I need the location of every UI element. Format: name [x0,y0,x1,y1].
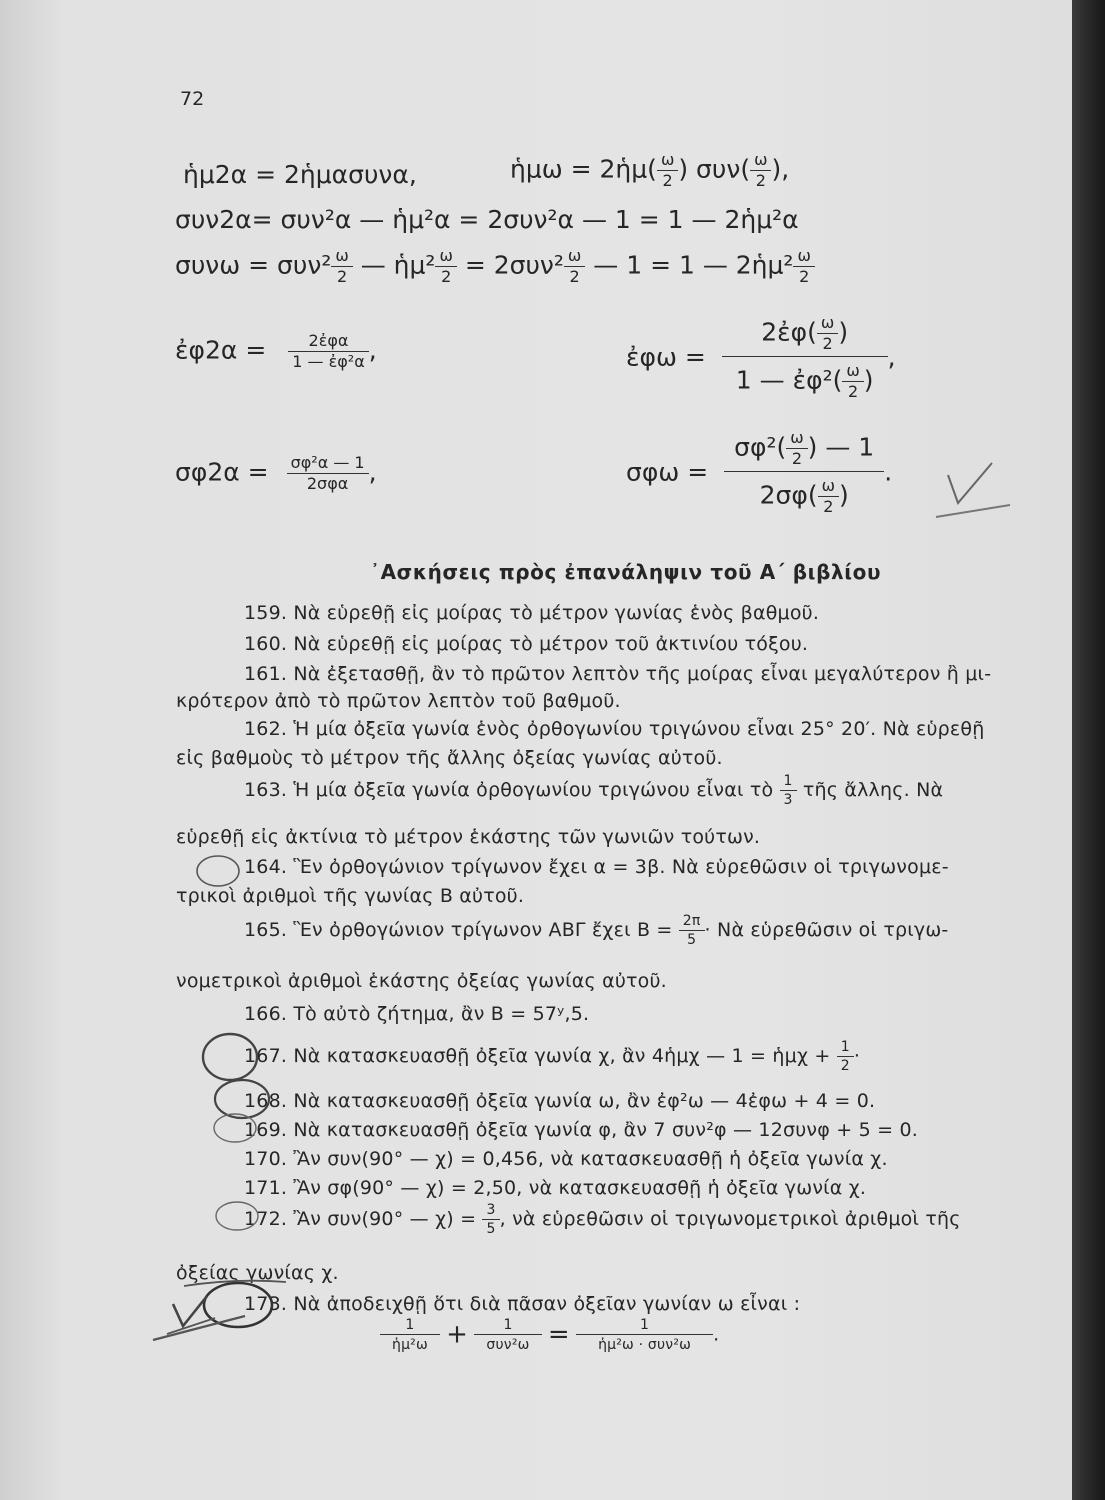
fraction [288,333,369,370]
exercise-173: 173. Νὰ ἀποδειχθῇ ὅτι διὰ πᾶσαν ὀξεῖαν γωνίαν ω εἶναι : [244,1293,801,1315]
page-edge-shadow [1072,0,1105,1500]
pencil-checkmark-icon [930,455,1020,525]
numerator: 1 [640,1317,650,1333]
numerator: σφ²α — 1 [290,453,365,472]
denominator: 2 [435,266,456,285]
numerator: ω [821,476,835,495]
paren: ) [863,365,874,395]
formula-syn2a: συν2α= συν²α — ἡμ²α = 2συν²α — 1 = 1 — 2ἡμ²α [175,205,799,234]
exercise-165-line2: νομετρικοὶ ἀριθμοὶ ἑκάστης ὀξείας γωνίας αὐτοῦ. [176,970,667,992]
exercise-165-line1 [244,914,949,947]
numerator [724,430,884,471]
fraction [780,774,797,807]
denominator: ἡμ²ω [380,1334,440,1352]
formula-label: σφω = [626,457,709,487]
denominator: 2 [564,266,585,285]
fraction [474,1318,541,1352]
fraction [435,248,456,285]
exercise-text: 167. Νὰ κατασκευασθῇ ὀξεῖα γωνία χ, ἂν 4ἡμχ — 1 = ἡμχ + [244,1045,831,1067]
formula-label: ἐφ2α = [175,335,267,365]
exercise-164-line2: τρικοὶ ἀριθμοὶ τῆς γωνίας Β αὐτοῦ. [176,885,525,907]
numerator: 3 [486,1202,496,1218]
fraction [722,315,888,400]
numerator: 1 [840,1039,850,1055]
fraction [679,914,705,947]
exercise-text: · Νὰ εὑρεθῶσιν οἱ τριγω- [704,919,949,941]
fraction [482,1203,499,1236]
fraction [657,152,678,189]
denominator: 2 [818,496,839,515]
numerator: 2ἐφα [308,331,349,350]
numerator: 1 [503,1317,513,1333]
exercise-text: , νὰ εὑρεθῶσιν οἱ τριγωνομετρικοὶ ἀριθμοὶ τῆς [499,1208,961,1230]
punctuation: , [887,342,896,372]
fraction [818,478,839,515]
fraction [750,152,771,189]
denominator: 2 [793,266,814,285]
pencil-checkmark-icon [145,1288,255,1350]
numerator: ω [567,246,582,265]
denominator [724,471,884,515]
paren: ) [838,317,849,347]
numerator: ω [439,246,453,265]
numerator-text: 2ἐφ( [761,317,817,347]
numerator-text: σφ²( [734,432,787,462]
numerator: 1 [405,1317,415,1333]
exercise-text: 163. Ἡ μία ὀξεῖα γωνία ὀρθογωνίου τριγώνου εἶναι τὸ [244,779,774,801]
formula-hmw [510,152,789,189]
formula-synw [175,248,815,285]
formula-sfw [626,430,892,515]
numerator: ω [797,246,811,265]
formula-sf2a [175,455,377,492]
exercise-text: τῆς ἄλλης. Νὰ [802,779,944,801]
denominator-text: 1 — ἐφ²( [735,365,843,395]
exercise-168: 168. Νὰ κατασκευασθῇ ὀξεῖα γωνία ω, ἂν ἐφ²ω — 4ἐφω + 4 = 0. [244,1090,876,1112]
exercise-169: 169. Νὰ κατασκευασθῇ ὀξεῖα γωνία φ, ἂν 7 συν²φ — 12συνφ + 5 = 0. [244,1119,918,1141]
numerator: ω [660,150,675,169]
fraction [817,315,838,352]
denominator: 2 [837,1056,854,1073]
exercise-167 [244,1040,860,1073]
denominator [722,356,888,400]
page-number: 72 [180,88,205,110]
fraction [786,430,807,467]
numerator: ω [820,313,835,332]
fraction [837,1040,854,1073]
punctuation: . [713,1323,720,1346]
fraction [842,363,863,400]
numerator: ω [335,246,349,265]
exercise-162-line1: 162. Ἡ μία ὀξεῖα γωνία ἑνὸς ὀρθογωνίου τριγώνου εἶναι 25° 20′. Νὰ εὑρεθῇ [244,718,985,740]
exercise-162-line2: εἰς βαθμοὺς τὸ μέτρον τῆς ἄλλης ὀξείας γωνίας αὐτοῦ. [176,747,723,769]
fraction [331,248,352,285]
exercise-164-line1: 164. Ἓν ὀρθογώνιον τρίγωνον ἔχει α = 3β. Νὰ εὑρεθῶσιν οἱ τριγωνομε- [244,856,949,878]
exercise-166: 166. Τὸ αὐτὸ ζήτημα, ἂν Β = 57ʸ,5. [244,1003,590,1025]
fraction [380,1318,440,1352]
denominator: 1 — ἐφ²α [288,351,369,370]
denominator: 5 [482,1219,499,1236]
denominator: ἡμ²ω · συν²ω [576,1334,713,1352]
punctuation: , [368,335,377,365]
paren: ) [838,480,849,510]
fraction [564,248,585,285]
formula-efw [626,315,896,400]
exercise-173-identity [380,1318,719,1352]
formula-text: ), [771,154,790,184]
numerator: 2π [682,913,701,929]
formula-text: ἡμω = 2ἡμ( [510,154,657,184]
exercise-172-line2: ὀξείας γωνίας χ. [176,1262,339,1284]
numerator: ω [790,428,804,447]
denominator: 2σφα [287,473,369,492]
exercise-161-line2: κρότερον ἀπὸ τὸ πρῶτον λεπτὸν τοῦ βαθμοῦ. [176,690,621,712]
denominator: 5 [679,930,705,947]
numerator [722,315,888,356]
punctuation: , [368,457,377,487]
operator: + [446,1319,469,1350]
fraction [793,248,814,285]
denominator: 3 [780,790,797,807]
exercise-172-line1 [244,1203,961,1236]
denominator: 2 [786,448,807,467]
formula-text: — ἡμ² [360,250,436,280]
pencil-underline-icon [180,1276,290,1290]
pencil-circle-icon [194,851,242,891]
exercise-163-line1 [244,774,943,807]
exercise-161-line1: 161. Νὰ ἐξετασθῇ, ἂν τὸ πρῶτον λεπτὸν τῆς μοίρας εἶναι μεγαλύτερον ἢ μι- [244,663,992,685]
numerator-text: ) — 1 [807,432,875,462]
formula-ef2a [175,333,377,370]
fraction [724,430,884,515]
denominator: 2 [817,333,838,352]
section-heading: ᾿Ασκήσεις πρὸς ἐπανάληψιν τοῦ Α΄ βιβλίου [370,560,882,584]
punctuation: . [884,457,893,487]
numerator: ω [754,150,768,169]
exercise-163-line2: εὑρεθῇ εἰς ἀκτίνια τὸ μέτρον ἑκάστης τῶν γωνιῶν τούτων. [176,826,761,848]
pencil-circle-icon [212,1196,262,1236]
operator: = [547,1319,570,1350]
numerator: 1 [783,773,793,789]
exercise-171: 171. Ἂν σφ(90° — χ) = 2,50, νὰ κατασκευασθῇ ἡ ὀξεῖα γωνία χ. [244,1177,867,1199]
formula-text: — 1 = 1 — 2ἡμ² [593,250,794,280]
fraction [576,1318,713,1352]
exercise-text: · [853,1045,861,1067]
fraction [287,455,369,492]
formula-text: = 2συν² [464,250,564,280]
denominator: 2 [331,266,352,285]
formula-label: σφ2α = [175,457,269,487]
exercise-text: 172. Ἂν συν(90° — χ) = [244,1208,477,1230]
pencil-circle-icon [210,1108,260,1148]
formula-text: συνω = συν² [175,250,332,280]
formula-hm2a: ἡμ2α = 2ἡμασυνα, [183,160,417,189]
exercise-text: 165. Ἓν ὀρθογώνιον τρίγωνον ΑΒΓ ἔχει Β = [244,919,673,941]
formula-label: ἐφω = [626,342,706,372]
exercise-170: 170. Ἂν συν(90° — χ) = 0,456, νὰ κατασκευασθῇ ἡ ὀξεῖα γωνία χ. [244,1148,888,1170]
exercise-159: 159. Νὰ εὑρεθῇ εἰς μοίρας τὸ μέτρον γωνίας ἑνὸς βαθμοῦ. [244,602,820,624]
denominator-text: 2σφ( [759,480,818,510]
denominator: 2 [750,170,771,189]
denominator: συν²ω [474,1334,541,1352]
formula-text: ) συν( [678,154,751,184]
numerator: ω [846,361,860,380]
exercise-160: 160. Νὰ εὑρεθῇ εἰς μοίρας τὸ μέτρον τοῦ ἀκτινίου τόξου. [244,633,809,655]
denominator: 2 [657,170,678,189]
denominator: 2 [842,381,863,400]
